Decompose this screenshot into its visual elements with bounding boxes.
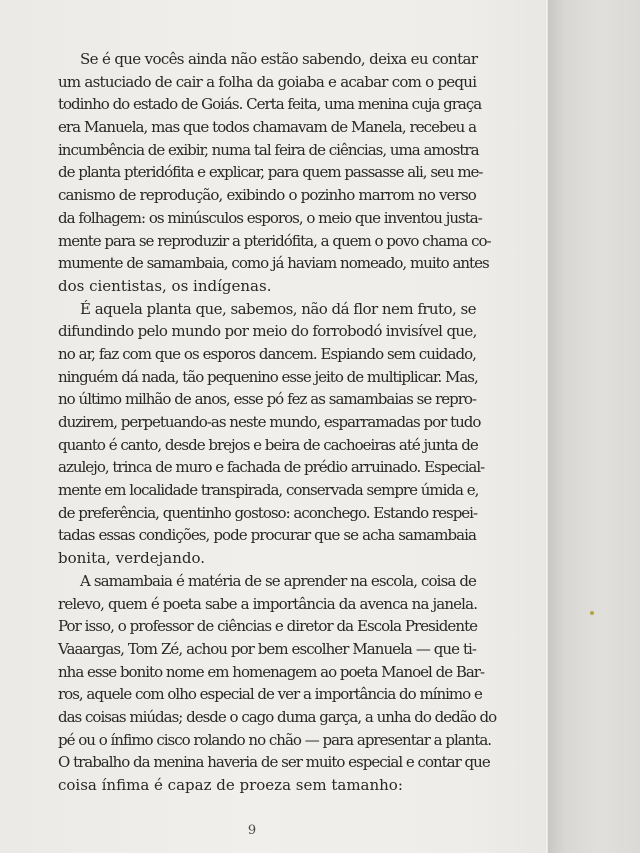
text-line: Se é que vocês ainda não estão sabendo, deixa eu contar <box>80 50 478 68</box>
text-line: no último milhão de anos, esse pó fez as samambaias se repro- <box>58 390 476 409</box>
text-line: ninguém dá nada, tão pequenino esse jeito de multiplicar. Mas, <box>58 367 478 386</box>
text-line: Vaaargas, Tom Zé, achou por bem escolher Manuela — que ti- <box>58 639 476 658</box>
text-line: no ar, faz com que os esporos dancem. Espiando sem cuidado, <box>58 344 476 363</box>
text-line: nha esse bonito nome em homenagem ao poeta Manoel de Bar- <box>58 662 485 681</box>
paragraph-3 <box>58 570 497 797</box>
text-line: duzirem, perpetuando-as neste mundo, esparramadas por tudo <box>58 413 481 431</box>
text-line: tadas essas condições, pode procurar que se acha samambaia <box>58 526 476 545</box>
text-line: É aquela planta que, sabemos, não dá flor nem fruto, se <box>80 299 476 318</box>
paragraph-2 <box>58 298 485 570</box>
text-line: todinho do estado de Goiás. Certa feita, uma menina cuja graça <box>58 95 482 114</box>
text-line: relevo, quem é poeta sabe a importância da avenca na janela. <box>58 594 478 613</box>
text-line: canismo de reprodução, exibindo o pozinho marrom no verso <box>58 186 476 205</box>
text-line: de planta pteridófita e explicar, para quem passasse ali, seu me- <box>58 163 483 182</box>
text-line: coisa ínfima é capaz de proeza sem tamanho: <box>58 776 403 794</box>
text-line: difundindo pelo mundo por meio do forrobodó invisível que, <box>58 322 477 341</box>
text-line: das coisas miúdas; desde o cago duma garça, a unha do dedão do <box>58 707 497 726</box>
text-line: Por isso, o professor de ciências e diretor da Escola Presidente <box>58 617 478 636</box>
text-line: mente em localidade transpirada, conservada sempre úmida e, <box>58 481 479 500</box>
text-line: bonita, verdejando. <box>58 549 205 568</box>
text-line: A samambaia é matéria de se aprender na escola, coisa de <box>80 571 476 590</box>
paragraph-1 <box>58 48 491 298</box>
text-line: mumente de samambaia, como já haviam nomeado, muito antes <box>58 254 489 273</box>
paper-speck <box>590 611 594 615</box>
text-line: pé ou o ínfimo cisco rolando no chão — para apresentar a planta. <box>58 730 492 749</box>
text-line: O trabalho da menina haveria de ser muito especial e contar que <box>58 753 490 772</box>
text-line: um astuciado de cair a folha da goiaba e acabar com o pequi <box>58 72 477 91</box>
page-number: 9 <box>247 823 257 838</box>
text-line: mente para se reproduzir a pteridófita, a quem o povo chama co- <box>58 231 491 250</box>
text-line: incumbência de exibir, numa tal feira de ciências, uma amostra <box>58 140 479 159</box>
body-text <box>58 48 497 797</box>
page-gutter-shadow <box>548 0 640 853</box>
text-line: ros, aquele com olho especial de ver a importância do mínimo e <box>58 685 482 704</box>
text-line: azulejo, trinca de muro e fachada de prédio arruinado. Especial- <box>58 458 485 477</box>
text-line: era Manuela, mas que todos chamavam de Manela, recebeu a <box>58 118 477 137</box>
text-line: quanto é canto, desde brejos e beira de cachoeiras até junta de <box>58 435 478 454</box>
text-line: dos cientistas, os indígenas. <box>58 276 272 295</box>
text-line: de preferência, quentinho gostoso: aconchego. Estando respei- <box>58 503 478 522</box>
text-line: da folhagem: os minúsculos esporos, o meio que inventou justa- <box>58 208 482 227</box>
